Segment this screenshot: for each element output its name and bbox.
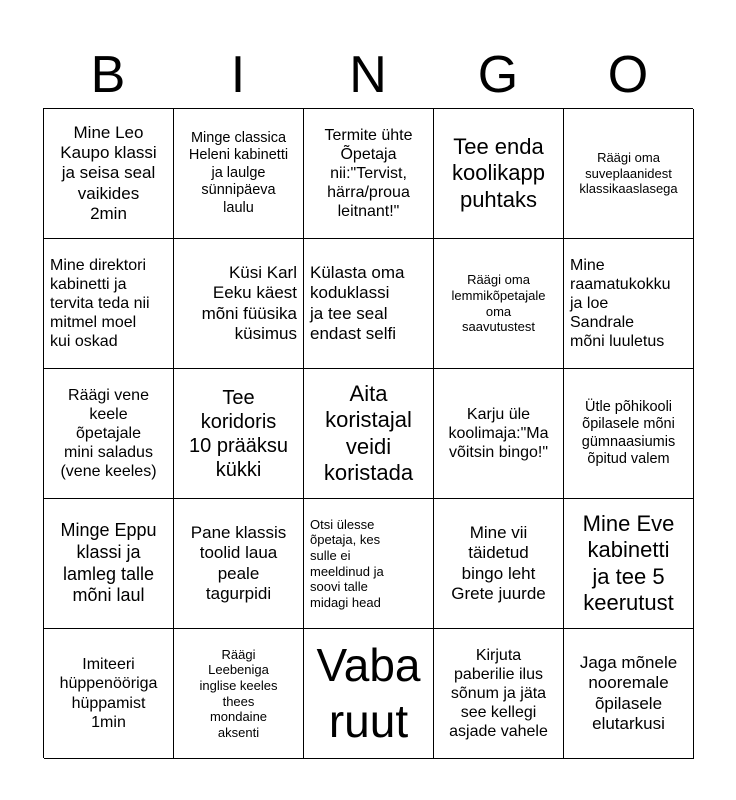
cell-text: Imiteeri hüppenööriga hüppamist 1min [59, 656, 158, 731]
bingo-cell-r2c4[interactable] [434, 239, 564, 369]
bingo-cell-r1c3[interactable] [304, 109, 434, 239]
header-letter-o: O [607, 46, 649, 104]
bingo-cell-r4c4[interactable] [434, 499, 564, 629]
cell-text: Kirjuta paberilie ilus sõnum ja jäta see kellegi asjade vahele [449, 646, 548, 741]
bingo-cell-r5c2[interactable] [174, 629, 304, 759]
cell-text: Jaga mõnele nooremale õpilasele elutarkusi [579, 652, 678, 733]
header-letter-g: G [477, 46, 519, 104]
cell-text: Aita koristajal veidi koristada [323, 380, 414, 485]
bingo-cell-r2c1[interactable] [44, 239, 174, 369]
cell-text: Räägi oma lemmikõpetajale oma saavutustest [451, 272, 546, 335]
bingo-cell-r5c4[interactable] [434, 629, 564, 759]
cell-text: Külasta oma koduklassi ja tee seal endast selfi [310, 262, 405, 343]
cell-text: Mine raamatukokku ja loe Sandrale mõni luuletus [570, 256, 671, 351]
cell-text: Mine vii täidetud bingo leht Grete juurde [451, 522, 546, 603]
cell-text: Otsi ülesse õpetaja, kes sulle ei meeldinud ja soovi talle midagi head [310, 516, 384, 610]
bingo-cell-r3c4[interactable] [434, 369, 564, 499]
cell-text: Küsi Karl Eeku käest mõni füüsika küsimus [201, 262, 297, 343]
bingo-cell-r2c3[interactable] [304, 239, 434, 369]
cell-text: Mine Leo Kaupo klassi ja seisa seal vaikides 2min [60, 122, 157, 224]
bingo-cell-r4c3[interactable] [304, 499, 434, 629]
bingo-cell-r1c5[interactable] [564, 109, 694, 239]
cell-text: Räägi Leebeniga inglise keeles thees mondaine aksenti [199, 646, 278, 740]
header-letter-b: B [90, 46, 126, 104]
bingo-cell-r5c1[interactable] [44, 629, 174, 759]
header-letter-n: N [349, 46, 387, 104]
cell-text: Tee enda koolikapp puhtaks [452, 133, 545, 212]
bingo-cell-r3c2[interactable] [174, 369, 304, 499]
bingo-cell-r5c5[interactable] [564, 629, 694, 759]
cell-text: Mine direktori kabinetti ja tervita teda nii mitmel moel kui oskad [50, 256, 150, 351]
cell-text: Pane klassis toolid laua peale tagurpidi [190, 522, 287, 603]
bingo-cell-r4c5[interactable] [564, 499, 694, 629]
cell-text: Tee koridoris 10 prääksu kükki [189, 386, 288, 481]
cell-text: Räägi oma suveplaanidest klassikaaslasega [579, 150, 678, 197]
cell-text: Ütle põhikooli õpilasele mõni gümnaasiumis õpitud valem [581, 398, 676, 467]
bingo-cell-r3c5[interactable] [564, 369, 694, 499]
bingo-cell-r3c1[interactable] [44, 369, 174, 499]
cell-text: Termite ühte Õpetaja nii:"Tervist, härra/proua leitnant!" [324, 126, 413, 221]
bingo-cell-r3c3[interactable] [304, 369, 434, 499]
cell-text: Vaba ruut [316, 639, 421, 747]
cell-text: Mine Eve kabinetti ja tee 5 keerutust [582, 510, 675, 615]
bingo-cell-r4c1[interactable] [44, 499, 174, 629]
bingo-cell-r4c2[interactable] [174, 499, 304, 629]
bingo-header [43, 42, 693, 108]
bingo-cell-r2c2[interactable] [174, 239, 304, 369]
bingo-cell-r1c4[interactable] [434, 109, 564, 239]
cell-text: Karju üle koolimaja:"Ma võitsin bingo!" [448, 405, 549, 462]
bingo-board [43, 108, 693, 758]
bingo-cell-r1c1[interactable] [44, 109, 174, 239]
bingo-cell-free-space[interactable] [304, 629, 434, 759]
cell-text: Minge Eppu klassi ja lamleg talle mõni laul [60, 520, 157, 606]
bingo-cell-r2c5[interactable] [564, 239, 694, 369]
bingo-cell-r1c2[interactable] [174, 109, 304, 239]
header-letter-i: I [230, 46, 246, 104]
cell-text: Räägi vene keele õpetajale mini saladus (vene keeles) [60, 386, 157, 481]
cell-text: Minge classica Heleni kabinetti ja laulge sünnipäeva laulu [188, 130, 289, 216]
